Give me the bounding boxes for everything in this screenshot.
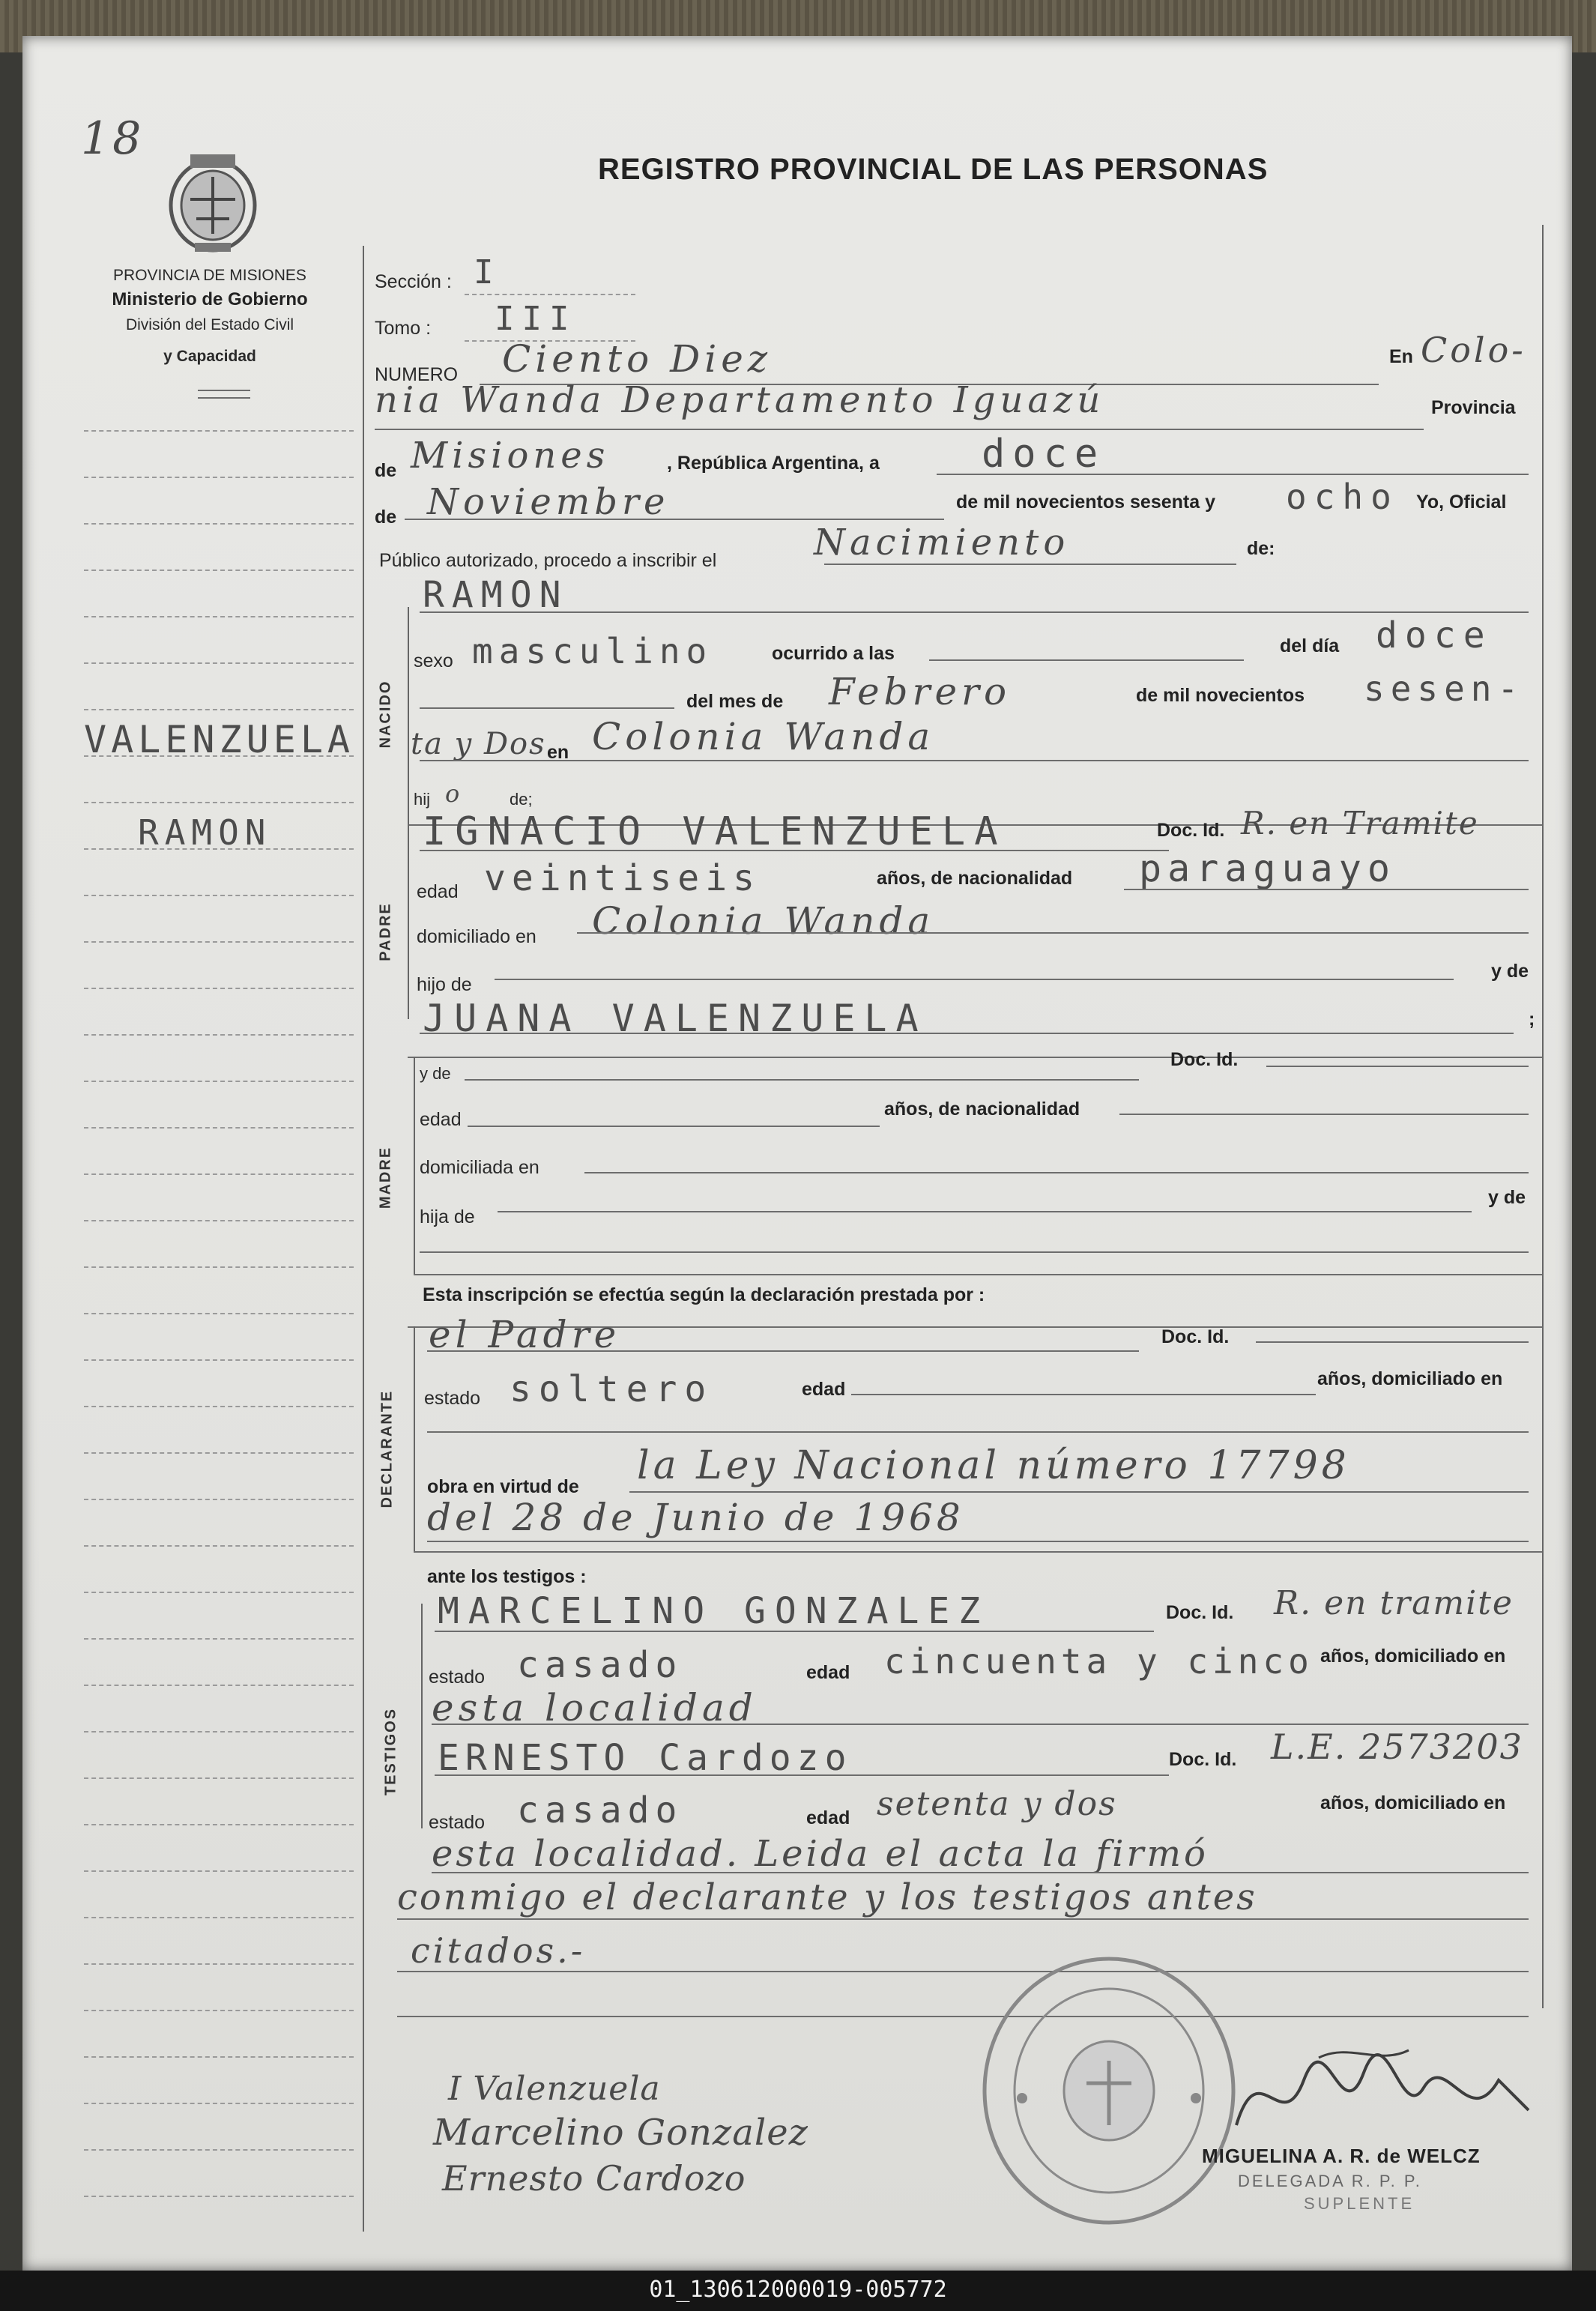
nacido-mes: Febrero <box>829 670 1012 713</box>
padre-y-de-label: y de <box>1491 961 1529 982</box>
testigo1-doc: R. en tramite <box>1274 1584 1514 1622</box>
declaracion-intro: Esta inscripción se efectúa según la declaración prestada por : <box>423 1284 985 1305</box>
margin-ruled-line <box>84 616 354 617</box>
nacido-mil-label: de mil novecientos <box>1136 685 1305 706</box>
padre-hijo-de-line <box>495 979 1454 980</box>
nacido-dia: doce <box>1376 614 1493 656</box>
padre-dom-line <box>577 932 1529 934</box>
testigo2-edad: setenta y dos <box>877 1785 1117 1823</box>
hijo-label: hij <box>414 790 431 809</box>
madre-edad-label: edad <box>420 1109 462 1130</box>
madre-extra-line <box>420 1251 1529 1253</box>
madre-hija-de-label: hija de <box>420 1206 475 1227</box>
madre-edad-line <box>468 1126 880 1127</box>
signature-witness-2: Ernesto Cardozo <box>442 2158 746 2199</box>
madre-nac-line <box>1119 1114 1529 1115</box>
padre-bracket <box>408 824 409 1019</box>
provincia-label: Provincia <box>1431 397 1516 418</box>
declarante-edad-line <box>851 1394 1316 1395</box>
margin-ruled-line <box>84 1824 354 1825</box>
nacido-nombre-line <box>420 611 1529 613</box>
margin-ruled-line <box>84 662 354 664</box>
padre-nac-label: años, de nacionalidad <box>877 868 1073 889</box>
official-role: SUPLENTE <box>1304 2194 1415 2213</box>
declarante-estado: soltero <box>510 1368 714 1410</box>
hijo-suffix: o <box>445 779 465 808</box>
madre-doc-label: Doc. Id. <box>1170 1049 1239 1070</box>
testigo1-estado: casado <box>517 1644 683 1686</box>
margin-ruled-line <box>84 570 354 571</box>
dia-line <box>937 474 1529 475</box>
madre-bracket <box>414 1057 415 1274</box>
scan-footer <box>0 2271 1596 2311</box>
nacido-lugar-line <box>420 760 1529 761</box>
nacido-anio-a: sesen- <box>1364 668 1525 709</box>
padre-nombre-line <box>420 850 1169 851</box>
madre-top-border <box>408 1057 1542 1058</box>
ocurrido-label: ocurrido a las <box>772 643 895 664</box>
padre-dom-label: domiciliado en <box>417 926 536 947</box>
testigo1-estado-label: estado <box>429 1667 486 1688</box>
margin-ruled-line <box>84 1685 354 1686</box>
margin-ruled-line <box>84 1313 354 1314</box>
margin-ruled-line <box>84 1034 354 1036</box>
obra-line-a <box>629 1491 1529 1493</box>
margin-ruled-line <box>84 1963 354 1965</box>
testigo2-nombre-line <box>435 1774 1169 1776</box>
padre-doc-value: R. en Tramite <box>1241 805 1479 842</box>
margin-ruled-line <box>84 1220 354 1221</box>
testigo1-domicilio: esta localidad <box>432 1686 758 1730</box>
document-title: REGISTRO PROVINCIAL DE LAS PERSONAS <box>598 153 1269 186</box>
nacido-lugar: Colonia Wanda <box>592 715 935 758</box>
sexo-label: sexo <box>414 650 453 671</box>
page-number: 18 <box>81 112 145 165</box>
sidebar-division: División del Estado Civil <box>125 316 294 333</box>
margin-ruled-line <box>84 941 354 943</box>
publico-label: Público autorizado, procedo a inscribir el <box>379 550 717 571</box>
margin-ruled-line <box>84 1592 354 1593</box>
margin-ruled-line <box>84 523 354 525</box>
margin-ruled-line <box>84 1081 354 1082</box>
seccion-line <box>465 294 635 295</box>
declarante-bracket <box>414 1326 415 1551</box>
testigo1-dom-line <box>432 1724 1529 1725</box>
padre-section-label: PADRE <box>377 902 394 961</box>
en-label: En <box>1389 346 1413 367</box>
margin-ruled-line <box>84 1917 354 1918</box>
nacido-bracket <box>408 607 409 824</box>
obra-value-a: la Ley Nacional número 17798 <box>637 1443 1350 1488</box>
nacido-nombre: RAMON <box>423 574 569 616</box>
provincial-coat-of-arms-icon <box>160 147 265 259</box>
padre-semicolon: ; <box>1529 1009 1535 1030</box>
acto-value: Nacimiento <box>814 522 1070 564</box>
margin-ruled-line <box>84 1173 354 1175</box>
madre-bottom-border <box>414 1274 1542 1275</box>
margin-ruled-line <box>84 1731 354 1733</box>
right-border <box>1542 225 1544 2008</box>
republica-label: , República Argentina, a <box>667 453 880 474</box>
margin-ruled-line <box>84 988 354 989</box>
official-seal-stamp-icon <box>974 1948 1244 2233</box>
en-value: Colo- <box>1421 330 1526 370</box>
de-label: de <box>375 460 397 481</box>
testigo2-estado-label: estado <box>429 1812 486 1833</box>
nacido-pre-mes-line <box>420 707 674 709</box>
tomo-label: Tomo : <box>375 318 432 339</box>
declarante-edad-label: edad <box>802 1379 846 1400</box>
testigo1-dom-label: años, domiciliado en <box>1320 1646 1506 1667</box>
sidebar-ministry: Ministerio de Gobierno <box>112 289 308 309</box>
padre-hijo-de-label: hijo de <box>417 974 472 995</box>
blank-line <box>397 2016 1529 2017</box>
nacido-en-label: en <box>547 742 569 763</box>
madre-hija-de-line <box>498 1211 1472 1212</box>
de-colon-label: de: <box>1247 538 1275 559</box>
margin-ruled-line <box>84 477 354 478</box>
margin-ruled-line <box>84 1777 354 1779</box>
padre-domicilio: Colonia Wanda <box>592 899 935 943</box>
padre-nombre: IGNACIO VALENZUELA <box>423 809 1007 854</box>
del-mes-label: del mes de <box>686 691 784 712</box>
mes-line <box>405 519 944 520</box>
margin-surname: VALENZUELA <box>84 718 355 761</box>
margin-ruled-line <box>84 1638 354 1640</box>
testigo2-dom-label: años, domiciliado en <box>1320 1792 1506 1813</box>
margin-ruled-line <box>84 1452 354 1454</box>
madre-section-label: MADRE <box>377 1146 394 1209</box>
madre-doc-line <box>1266 1066 1529 1067</box>
testigo2-doc-label: Doc. Id. <box>1169 1749 1237 1770</box>
margin-ruled-line <box>84 1127 354 1129</box>
margin-ruled-line <box>84 2149 354 2151</box>
declarante-section-label: DECLARANTE <box>378 1389 396 1508</box>
margin-divider <box>363 246 364 2232</box>
dia-value: doce <box>982 432 1106 477</box>
testigos-section-label: TESTIGOS <box>382 1707 399 1796</box>
declarante-estado-label: estado <box>424 1388 481 1409</box>
closing-line-b-rule <box>397 1971 1529 1972</box>
margin-given-name: RAMON <box>138 812 272 853</box>
testigo1-doc-label: Doc. Id. <box>1166 1602 1234 1623</box>
madre-dom-line <box>584 1172 1529 1173</box>
hijo-de-label: de; <box>510 790 533 809</box>
numero-label: NUMERO <box>375 364 459 385</box>
hora-line <box>929 659 1244 661</box>
official-signature-scribble-icon <box>1229 2035 1544 2148</box>
scan-id: 01_130612000019-005772 <box>649 2277 947 2303</box>
sidebar-underline <box>198 390 250 391</box>
registry-page <box>22 36 1572 2271</box>
margin-ruled-line <box>84 2196 354 2197</box>
declarante-dom-label: años, domiciliado en <box>1317 1368 1503 1389</box>
acto-line <box>824 564 1236 565</box>
official-name: MIGUELINA A. R. de WELCZ <box>1202 2145 1481 2167</box>
declarante-nombre-line <box>427 1350 1139 1352</box>
closing-line-a: conmigo el declarante y los testigos antes <box>397 1876 1257 1918</box>
declarante-doc-label: Doc. Id. <box>1161 1326 1230 1347</box>
testigo2-edad-label: edad <box>806 1807 850 1828</box>
margin-ruled-line <box>84 2010 354 2011</box>
testigo2-dom-line <box>432 1872 1529 1873</box>
testigos-bracket <box>421 1604 423 1828</box>
seccion-value: I <box>474 253 501 291</box>
abuela-line <box>420 1033 1514 1034</box>
official-title: DELEGADA R. P. P. <box>1238 2172 1422 2190</box>
margin-ruled-line <box>84 709 354 710</box>
del-dia-label: del día <box>1280 635 1340 656</box>
sidebar-underline <box>198 397 250 399</box>
testigo2-estado: casado <box>517 1789 683 1831</box>
declarante-bottom-border <box>414 1551 1542 1553</box>
anio-value: ocho <box>1286 477 1399 517</box>
closing-line-a-rule <box>397 1918 1529 1920</box>
margin-ruled-line <box>84 2056 354 2058</box>
testigo1-edad: cincuenta y cinco <box>884 1641 1314 1682</box>
margin-ruled-line <box>84 1359 354 1361</box>
yo-oficial-label: Yo, Oficial <box>1416 492 1507 513</box>
abuela-paterna: JUANA VALENZUELA <box>423 997 928 1040</box>
madre-y-de-label: y de <box>420 1064 451 1083</box>
lugar-line <box>375 429 1424 430</box>
testigo2-nombre: ERNESTO Cardozo <box>438 1737 853 1779</box>
madre-nombre-line <box>465 1079 1139 1081</box>
lugar-value: nia Wanda Departamento Iguazú <box>375 379 1105 421</box>
sidebar-capacity: y Capacidad <box>163 348 256 365</box>
tomo-value: III <box>495 300 577 338</box>
de-label-2: de <box>375 507 397 528</box>
numero-value: Ciento Diez <box>502 337 773 381</box>
testigos-intro: ante los testigos : <box>427 1566 587 1587</box>
padre-nac-line <box>1124 889 1529 890</box>
margin-ruled-line <box>84 1406 354 1407</box>
padre-edad-label: edad <box>417 881 459 902</box>
closing-line-b: citados.- <box>411 1930 586 1971</box>
nacido-section-label: NACIDO <box>377 680 394 749</box>
sexo-value: masculino <box>472 631 713 671</box>
obra-label: obra en virtud de <box>427 1476 579 1497</box>
margin-ruled-line <box>84 802 354 803</box>
testigo1-nombre-line <box>435 1631 1154 1632</box>
provincia-value: Misiones <box>411 435 610 477</box>
nacido-anio-b: ta y Dos <box>411 727 546 761</box>
padre-nacionalidad: paraguayo <box>1139 847 1396 890</box>
margin-ruled-line <box>84 1499 354 1500</box>
testigo2-doc: L.E. 2573203 <box>1271 1727 1523 1767</box>
margin-ruled-line <box>84 2103 354 2104</box>
padre-edad: veintiseis <box>484 857 761 899</box>
padre-doc-label: Doc. Id. <box>1157 820 1225 841</box>
margin-ruled-line <box>84 1545 354 1547</box>
margin-ruled-line <box>84 1266 354 1268</box>
declarante-doc-line <box>1256 1341 1529 1343</box>
obra-value-b: del 28 de Junio de 1968 <box>427 1496 964 1539</box>
mes-value: Noviembre <box>427 481 670 523</box>
mil-label: de mil novecientos sesenta y <box>956 492 1215 513</box>
seccion-label: Sección : <box>375 271 452 292</box>
obra-line-b <box>427 1541 1529 1542</box>
signature-witness-1: Marcelino Gonzalez <box>433 2112 808 2154</box>
margin-ruled-line <box>84 1870 354 1872</box>
sidebar-province: PROVINCIA DE MISIONES <box>113 267 306 284</box>
margin-ruled-line <box>84 895 354 896</box>
testigo2-domicilio: esta localidad. Leida el acta la firmó <box>432 1833 1209 1875</box>
declarante-nombre: el Padre <box>429 1313 621 1356</box>
testigo1-edad-label: edad <box>806 1662 850 1683</box>
madre-nac-label: años, de nacionalidad <box>884 1099 1080 1120</box>
madre-dom-label: domiciliada en <box>420 1157 539 1178</box>
madre-y-de-label-2: y de <box>1488 1187 1526 1208</box>
testigo1-nombre: MARCELINO GONZALEZ <box>438 1590 990 1632</box>
margin-ruled-line <box>84 430 354 432</box>
declarante-dom-line <box>427 1431 1529 1433</box>
signature-father: I Valenzuela <box>448 2070 661 2108</box>
